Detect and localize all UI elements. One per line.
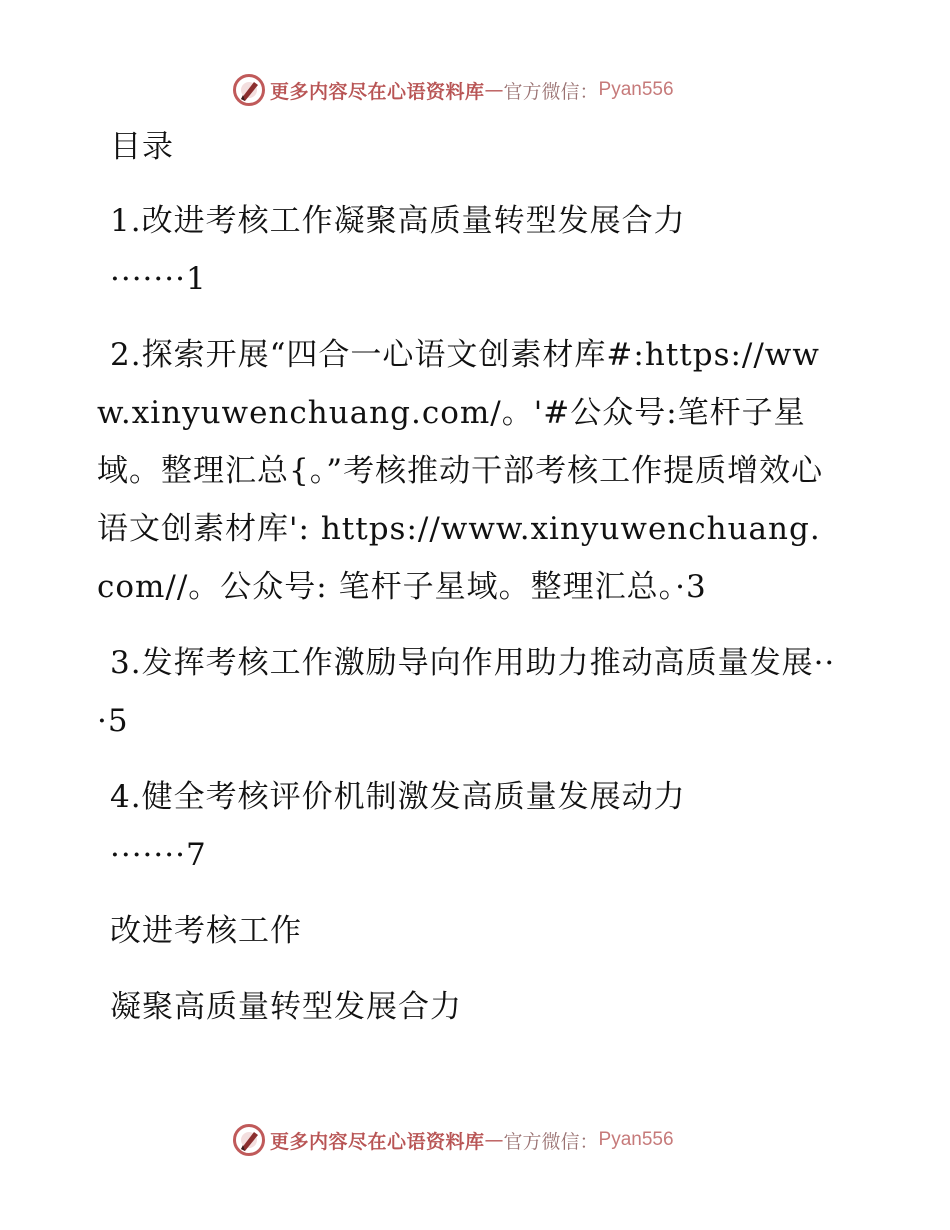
banner-wechat-id: Pyan556: [598, 1129, 674, 1150]
toc-heading: 目录: [110, 129, 174, 165]
toc-entry-title: 2.探索开展“四合一心语文创素材库#:https://www.xinyuwenchuang.com/。'#公众号:笔杆子星域。整理汇总{。”考核推动干部考核工作提质增效心语文创素材库': https://www.xinyuwenchuang.com//。公众号: 笔杆子星域。整理汇总。: [97, 337, 824, 605]
banner-separator: —: [484, 1129, 504, 1151]
toc-entry-1[interactable]: [97, 192, 837, 308]
banner-wechat-label: 官方微信：: [503, 1130, 599, 1153]
banner-wechat-id: Pyan556: [598, 79, 674, 100]
header-banner: [232, 72, 732, 108]
toc-entry-4[interactable]: [97, 768, 837, 884]
footer-banner: [232, 1122, 732, 1158]
banner-separator: —: [484, 79, 504, 101]
document-body: [97, 118, 837, 1036]
toc-entry-title: 4.健全考核评价机制激发高质量发展动力: [110, 779, 686, 815]
toc-entry-leader: ·3: [675, 569, 707, 605]
pen-logo-icon: [232, 73, 266, 107]
toc-entry-leader: ·······1: [110, 261, 207, 297]
toc-entry-3[interactable]: [97, 634, 837, 750]
toc-entry-leader: ···5: [97, 645, 836, 739]
article-title-line-2: 凝聚高质量转型发展合力: [110, 989, 462, 1025]
toc-entry-title: 3.发挥考核工作激励导向作用助力推动高质量发展: [110, 645, 814, 681]
banner-wechat-label: 官方微信：: [503, 80, 599, 103]
toc-entry-leader: ·······7: [110, 837, 207, 873]
banner-main-text: 更多内容尽在心语资料库: [270, 80, 485, 103]
toc-entry-title: 1.改进考核工作凝聚高质量转型发展合力: [110, 203, 686, 239]
article-title-line-1: 改进考核工作: [110, 913, 302, 949]
pen-logo-icon: [232, 1123, 266, 1157]
toc-entry-2[interactable]: [97, 326, 837, 616]
banner-main-text: 更多内容尽在心语资料库: [270, 1130, 485, 1153]
